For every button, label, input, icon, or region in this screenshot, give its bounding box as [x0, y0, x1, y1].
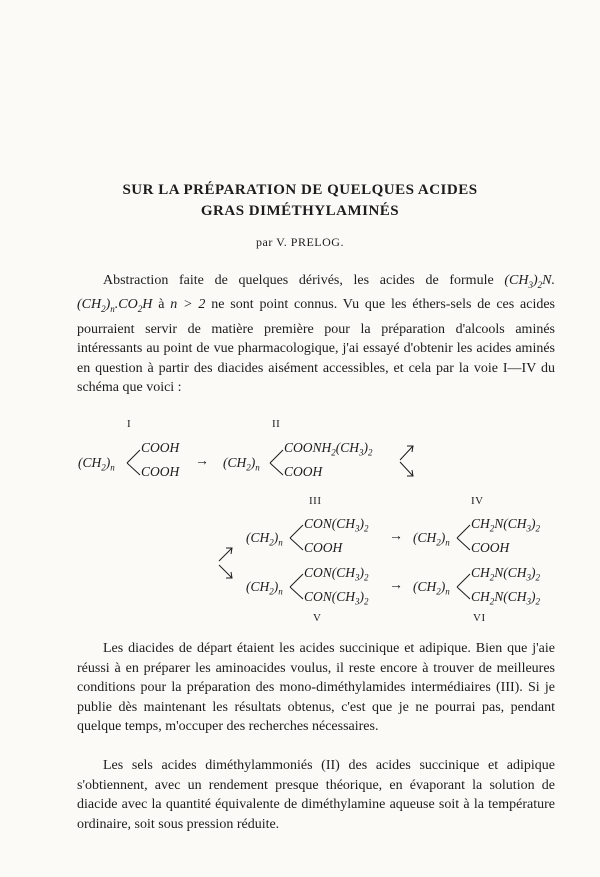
compound-III-chain: $(CH_2)_n$	[246, 530, 283, 548]
intro-text-1: Abstraction faite de quelques dérivés, les acides de formule	[103, 273, 494, 288]
compound-I-bottom: COOH	[141, 464, 180, 479]
paragraph-2: Les diacides de départ étaient les acides succinique et adipique. Bien que j'aie réussi à en préparer les aminoacides voulus, il reste encore à trouver de meilleures conditions pour la préparation des mono-diméthylamides intermédiaires (III). Si je publie dès maintenant les résultats obtenus, c'est que je ne pourrai pas, pendant quelque temps, m'occuper des recherches nécessaires.	[77, 641, 555, 734]
label-III: III	[309, 495, 322, 507]
compound-VI-chain: $(CH_2)_n$	[413, 579, 450, 597]
compound-I-top: COOH	[141, 440, 180, 455]
intro-text-2: à	[152, 297, 171, 313]
title-line-2: GRAS DIMÉTHYLAMINÉS	[200, 203, 400, 219]
bond-III	[290, 525, 303, 550]
compound-V-top: $CON(CH_3)_2$	[304, 565, 369, 583]
formula-condition: n > 2	[170, 297, 206, 313]
intro-text-3: ne sont point connus. Vu que les éthers-sels de ces acides pourraient servir de matière première pour la préparation d'alcools aminés intéressants au point de vue pharmacologique, j'ai essayé d'obtenir les acides aminés en question à partir des diacides aisément accessibles, et cela par la voie I—IV du schéma que voici :	[77, 297, 556, 396]
label-VI: VI	[473, 612, 486, 624]
bond-II	[270, 450, 283, 475]
compound-III-top: $CON(CH_3)_2$	[304, 516, 369, 534]
bond-V	[290, 574, 303, 599]
title-line-1: SUR LA PRÉPARATION DE QUELQUES ACIDES	[122, 182, 478, 198]
compound-V-bottom: $CON(CH_3)_2$	[304, 589, 369, 607]
compound-II-chain: $(CH_2)_n$	[223, 455, 260, 473]
compound-IV-top: $CH_2N(CH_3)_2$	[471, 516, 541, 534]
compound-V-chain: $(CH_2)_n$	[246, 579, 283, 597]
compound-II-top: $COONH_2(CH_3)_2$	[284, 440, 373, 458]
label-V: V	[313, 612, 322, 624]
compound-VI-bottom: $CH_2N(CH_3)_2$	[471, 589, 541, 607]
branch-arrow-lines-II	[400, 446, 413, 476]
formula-general: $(CH_3)_2N.(CH_2)_n.CO_2H$	[77, 273, 556, 315]
bond-VI	[457, 574, 470, 599]
compound-II-bottom: COOH	[284, 464, 323, 479]
arrow-III-IV: →	[389, 529, 403, 544]
label-I: I	[127, 418, 132, 430]
label-IV: IV	[471, 495, 484, 507]
compound-IV-bottom: COOH	[471, 540, 510, 555]
compound-I-chain: $(CH_2)_n$	[78, 455, 115, 473]
arrow-V-VI: →	[389, 578, 403, 593]
compound-IV-chain: $(CH_2)_n$	[413, 530, 450, 548]
compound-VI-top: $CH_2N(CH_3)_2$	[471, 565, 541, 583]
bond-IV	[457, 525, 470, 550]
bond-I	[127, 450, 140, 475]
arrow-I-II: →	[195, 454, 209, 469]
branch-arrow-lines-III-V	[219, 548, 232, 578]
author-line: par V. PRELOG.	[256, 235, 344, 249]
compound-III-bottom: COOH	[304, 540, 343, 555]
label-II: II	[272, 418, 281, 430]
paragraph-3: Les sels acides diméthylammoniés (II) des acides succinique et adipique s'obtiennent, avec un rendement presque théorique, en évaporant la solution de diacide avec la quantité équivalente de diméthylamine aqueuse soit à la température ordinaire, soit sous pression réduite.	[77, 758, 555, 832]
